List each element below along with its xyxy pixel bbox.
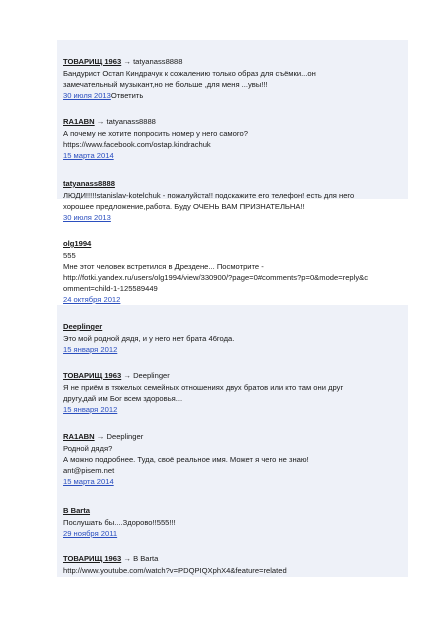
comment-header	[63, 553, 403, 564]
comment-author-link[interactable]: olg1994	[63, 239, 92, 248]
comment-text	[63, 128, 403, 150]
reply-target: Deeplinger	[106, 432, 144, 441]
comment-footer	[63, 404, 403, 415]
comment-header	[63, 321, 403, 332]
reply-arrow: →	[123, 57, 131, 66]
comment-author-link[interactable]: B Barta	[63, 506, 91, 515]
comment-line: хорошее предложение,работа. Буду ОЧЕНЬ ВАМ ПРИЗНАТЕЛЬНА!!	[63, 202, 305, 211]
comment-author-link[interactable]: RA1ABN	[63, 432, 95, 441]
comment-line: другу,дай им Бог всем здоровья...	[63, 394, 183, 403]
comment-item	[63, 553, 403, 576]
comment-header	[63, 505, 403, 516]
comment-item	[63, 370, 403, 415]
comment-item	[63, 505, 403, 539]
comment-line: https://www.facebook.com/ostap.kindrachuk	[63, 140, 211, 149]
reply-target: B Barta	[133, 554, 159, 563]
comment-line: http://fotki.yandex.ru/users/olg1994/view/330900/?page=0#comments?p=0&mode=reply&c	[63, 273, 368, 282]
comment-item	[63, 238, 403, 305]
comment-text	[63, 333, 403, 344]
comment-header	[63, 431, 403, 442]
reply-target: tatyanass8888	[106, 117, 156, 126]
comment-footer	[63, 294, 403, 305]
reply-arrow: →	[96, 432, 105, 441]
comment-item	[63, 431, 403, 487]
comment-header	[63, 370, 403, 381]
comment-line: ЛЮДИ!!!!!stanislav-kotelchuk - пожалуйста!! подскажите его телефон! есть для него	[63, 191, 355, 200]
comment-line: А почему не хотите попросить номер у него самого?	[63, 129, 248, 138]
comment-text	[63, 565, 403, 576]
comment-date-link[interactable]: 29 ноября 2011	[63, 529, 118, 538]
comment-item	[63, 178, 403, 223]
comment-line: omment=child-1-125589449	[63, 284, 158, 293]
comment-text	[63, 250, 403, 294]
comment-item	[63, 321, 403, 355]
comment-author-link[interactable]: ТОВАРИЩ 1963	[63, 57, 122, 66]
comment-line: ant@pisem.net	[63, 466, 115, 475]
comment-footer	[63, 528, 403, 539]
comment-text	[63, 443, 403, 476]
reply-target: tatyanass8888	[133, 57, 183, 66]
comment-author-link[interactable]: tatyanass8888	[63, 179, 115, 188]
comment-footer	[63, 212, 403, 223]
comment-author-link[interactable]: Deeplinger	[63, 322, 103, 331]
comment-line: http://www.youtube.com/watch?v=PDQPIQXphX4&feature=related	[63, 566, 287, 575]
comment-author-link[interactable]: ТОВАРИЩ 1963	[63, 371, 122, 380]
comment-text	[63, 517, 403, 528]
comment-date-link[interactable]: 30 июля 2013	[63, 213, 111, 222]
comment-header	[63, 56, 403, 67]
comment-date-link[interactable]: 24 октября 2012	[63, 295, 121, 304]
comment-item	[63, 116, 403, 161]
comment-line: Бандурист Остап Киндрачук к сожалению только образ для съёмки...он	[63, 69, 316, 78]
comment-item	[63, 56, 403, 101]
reply-arrow: →	[123, 554, 131, 563]
comment-author-link[interactable]: ТОВАРИЩ 1963	[63, 554, 122, 563]
comment-date-link[interactable]: 15 марта 2014	[63, 151, 114, 160]
reply-arrow: →	[96, 117, 105, 126]
comment-text	[63, 68, 403, 90]
comment-line: замечательный музыкант,но не больше ,для меня ...увы!!!	[63, 80, 268, 89]
comment-line: 555	[63, 251, 76, 260]
comment-date-link[interactable]: 15 января 2012	[63, 345, 118, 354]
comment-date-link[interactable]: 30 июля 2013	[63, 91, 111, 100]
comment-date-link[interactable]: 15 января 2012	[63, 405, 118, 414]
comment-header	[63, 116, 403, 127]
reply-target: Deeplinger	[133, 371, 170, 380]
comment-footer	[63, 344, 403, 355]
comment-author-link[interactable]: RA1ABN	[63, 117, 95, 126]
comment-footer	[63, 90, 403, 101]
comment-footer	[63, 150, 403, 161]
reply-button[interactable]: Ответить	[110, 91, 144, 100]
comment-line: Мне этот человек встретился в Дрездене... Посмотрите -	[63, 262, 264, 271]
comment-text	[63, 382, 403, 404]
comment-line: Я не приём в тяжелых семейных отношениях двух братов или кто там они друг	[63, 383, 344, 392]
comment-line: Родной дядя?	[63, 444, 113, 453]
comment-line: Послушать бы....Здорово!!555!!!	[63, 518, 176, 527]
comment-date-link[interactable]: 15 марта 2014	[63, 477, 114, 486]
comment-header	[63, 178, 403, 189]
reply-arrow: →	[123, 371, 131, 380]
comment-header	[63, 238, 403, 249]
comment-line: А можно подробнее. Туда, своё реальное имя. Может я чего не знаю!	[63, 455, 309, 464]
comment-text	[63, 190, 403, 212]
comment-line: Это мой родной дядя, и у него нет брата 46года.	[63, 334, 235, 343]
comment-footer	[63, 476, 403, 487]
